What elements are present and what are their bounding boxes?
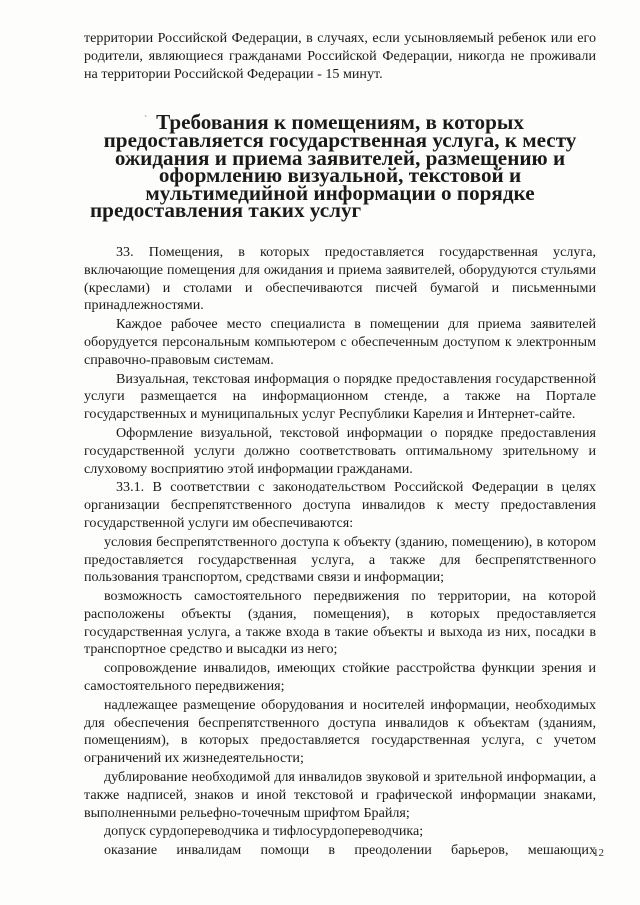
list-item: дублирование необходимой для инвалидов звуковой и зрительной информации, а также надписей, знаков и иной текстовой и графической информации знаками, выполненными рельефно-точечным шрифтом Брайля;: [84, 769, 596, 821]
list-item: надлежащее размещение оборудования и носителей информации, необходимых для обеспечения беспрепятственного доступа инвалидов к объектам (зданиям, помещениям), в которых предоставляется государственная услуга, с учетом ограничений их жизнедеятельности;: [84, 696, 596, 767]
scan-mark: `: [144, 115, 148, 126]
list-item: условия беспрепятственного доступа к объекту (зданию, помещению), в котором предоставляется государственная услуга, а также для беспрепятственного пользования транспортом, средствами связи и информации;: [84, 533, 596, 586]
paragraph-workplace: Каждое рабочее место специалиста в помещении для приема заявителей оборудуется персональным компьютером с обеспеченным доступом к электронным справочно-правовым системам.: [84, 316, 596, 368]
intro-paragraph: территории Российской Федерации, в случаях, если усыновляемый ребенок или его родители, являющиеся гражданами Российской Федерации, никогда не проживали на территории Российской Федерации - 15 минут.: [84, 30, 596, 82]
document-body: [84, 30, 596, 860]
paragraph-design: Оформление визуальной, текстовой информации о порядке предоставления государственной услуги должно соответствовать оптимальному зрительному и слуховому восприятию этой информации гражданами.: [84, 424, 596, 477]
paragraph-visual-info: Визуальная, текстовая информация о порядке предоставления государственной услуги размещается на информационном стенде, а также на Портале государственных и муниципальных услуг Республики Карелия и Интернет-сайте.: [84, 370, 596, 423]
list-item: допуск сурдопереводчика и тифлосурдопереводчика;: [104, 823, 424, 840]
page-number: 12: [593, 847, 604, 859]
list-item: сопровождение инвалидов, имеющих стойкие расстройства функции зрения и самостоятельного передвижения;: [84, 660, 596, 695]
paragraph-33-1: 33.1. В соответствии с законодательством Российской Федерации в целях организации беспрепятственного доступа инвалидов к месту предоставления государственной услуги им обеспечиваются:: [84, 479, 596, 531]
paragraph-33: 33. Помещения, в которых предоставляется государственная услуга, включающие помещения для ожидания и приема заявителей, оборудуются стульями (креслами) и столами и обеспечиваются писчей бумагой и письменными принадлежностями.: [84, 243, 596, 314]
list-item: оказание инвалидам помощи в преодолении барьеров, мешающих: [104, 842, 596, 859]
section-heading: Требования к помещениям, в которых предоставляется государственная услуга, к месту ожидания и приема заявителей, размещению и оформлению визуальной, текстовой и мультимедийной информации о порядке предоставления таких услуг: [90, 110, 577, 223]
list-item: возможность самостоятельного передвижения по территории, на которой расположены объекты (здания, помещения), в которых предоставляется государственная услуга, а также входа в такие объекты и выхода из них, посадки в транспортное средство и высадки из него;: [84, 588, 596, 658]
